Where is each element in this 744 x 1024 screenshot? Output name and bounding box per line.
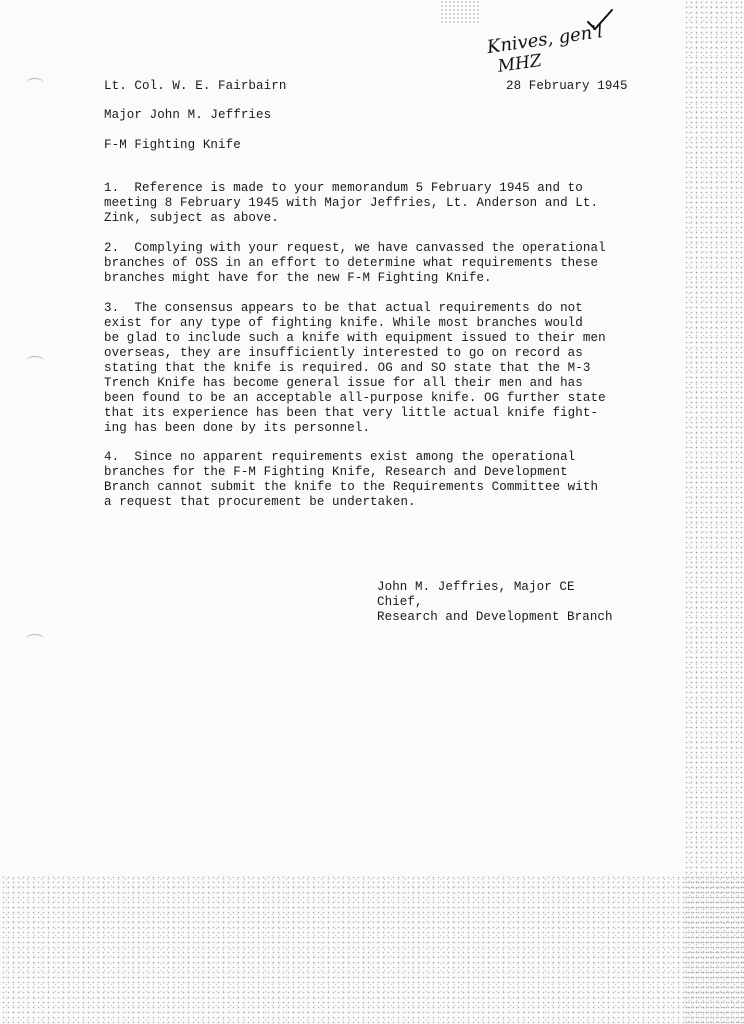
paragraph-3-line: Trench Knife has become general issue for all their men and has: [104, 376, 583, 390]
paragraph-4-line: branches for the F-M Fighting Knife, Research and Development: [104, 465, 568, 479]
paragraph-3-line: 3. The consensus appears to be that actual requirements do not: [104, 301, 583, 315]
paragraph-2-line: branches might have for the new F-M Fighting Knife.: [104, 271, 492, 285]
memo-date: 28 February 1945: [506, 79, 628, 93]
paragraph-3-line: ing has been done by its personnel.: [104, 421, 371, 435]
signature-name: John M. Jeffries, Major CE: [377, 580, 575, 594]
memo-from: Lt. Col. W. E. Fairbairn: [104, 79, 287, 93]
scan-noise-bottom: [0, 874, 744, 1024]
paragraph-4-line: 4. Since no apparent requirements exist among the operational: [104, 450, 576, 464]
paragraph-1-line: 1. Reference is made to your memorandum 5 February 1945 and to: [104, 181, 583, 195]
scan-noise-right: [684, 0, 744, 1024]
paragraph-4-line: a request that procurement be undertaken.: [104, 495, 416, 509]
scan-noise-top: [440, 0, 480, 24]
paragraph-3-line: been found to be an acceptable all-purpose knife. OG further state: [104, 391, 606, 405]
paragraph-1-line: Zink, subject as above.: [104, 211, 279, 225]
signature-title: Chief,: [377, 595, 423, 609]
paragraph-3-line: be glad to include such a knife with equipment issued to their men: [104, 331, 606, 345]
paragraph-3-line: that its experience has been that very little actual knife fight-: [104, 406, 599, 420]
handwritten-annotation-line1: Knives, gen'l: [485, 21, 605, 59]
handwritten-annotation-line2: MHZ: [496, 50, 543, 77]
paragraph-4-line: Branch cannot submit the knife to the Requirements Committee with: [104, 480, 599, 494]
paragraph-1-line: meeting 8 February 1945 with Major Jeffries, Lt. Anderson and Lt.: [104, 196, 599, 210]
memo-subject: F-M Fighting Knife: [104, 138, 241, 152]
paragraph-2-line: branches of OSS in an effort to determine what requirements these: [104, 256, 599, 270]
paragraph-3-line: stating that the knife is required. OG and SO state that the M-3: [104, 361, 591, 375]
checkmark-icon: [586, 8, 614, 32]
memo-to: Major John M. Jeffries: [104, 108, 272, 122]
binder-hole-mark: [26, 356, 44, 367]
paragraph-2-line: 2. Complying with your request, we have canvassed the operational: [104, 241, 606, 255]
paragraph-3-line: overseas, they are insufficiently interested to go on record as: [104, 346, 583, 360]
binder-hole-mark: [26, 634, 44, 645]
binder-hole-mark: [26, 78, 44, 89]
paragraph-3-line: exist for any type of fighting knife. While most branches would: [104, 316, 583, 330]
signature-branch: Research and Development Branch: [377, 610, 613, 624]
